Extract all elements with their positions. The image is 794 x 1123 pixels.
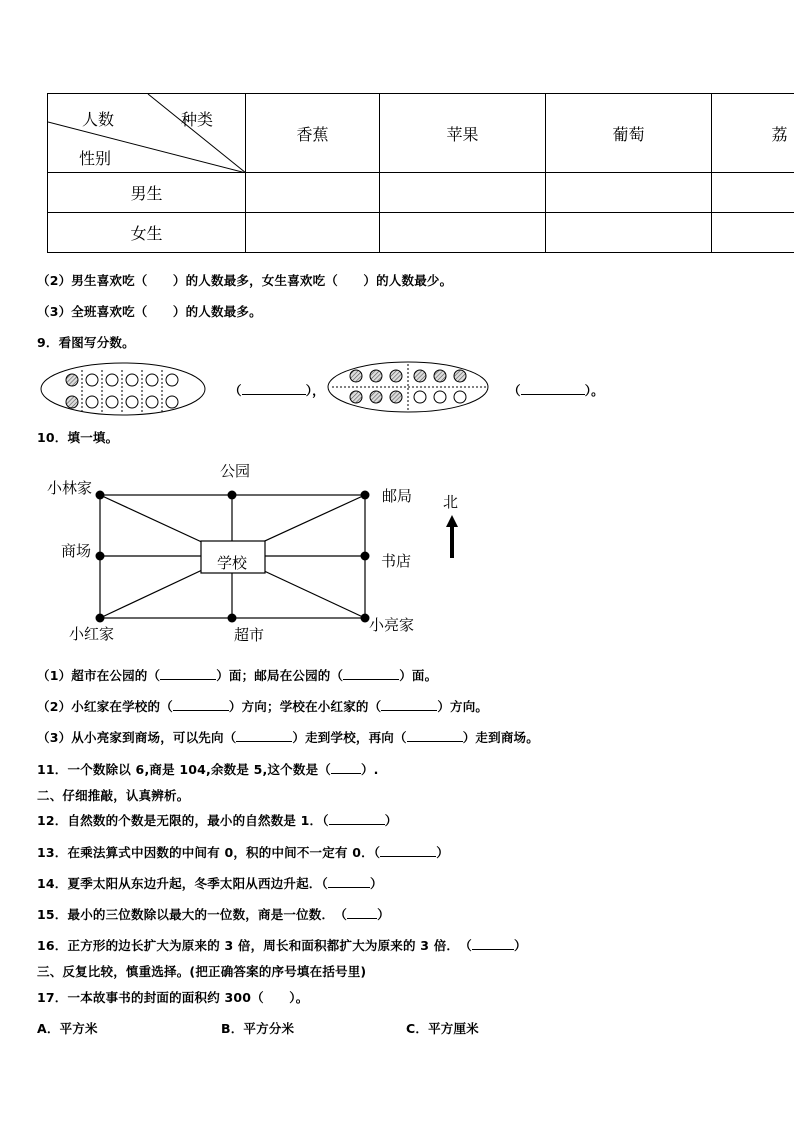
q10-part1-text-c: ）面。 [399, 668, 438, 683]
table-cell[interactable] [546, 213, 712, 253]
q14-close: ） [369, 876, 383, 891]
q12 [37, 811, 397, 829]
q16-close: ） [514, 938, 527, 953]
north-label: 北 [443, 493, 459, 511]
column-header-banana: 香蕉 [246, 94, 380, 173]
q11 [37, 760, 379, 778]
q10-part2-blank-2[interactable] [381, 698, 437, 711]
q10-part3-text-c: ）走到商场。 [462, 730, 539, 745]
header-gender-label: 性别 [79, 149, 112, 168]
q15-text: 15．最小的三位数除以最大的一位数，商是一位数． （ [37, 907, 348, 922]
q10-part2-text-a: （2）小红家在学校的（ [37, 699, 173, 714]
column-header-apple: 苹果 [380, 94, 546, 173]
q10-part1-blank-2[interactable] [343, 667, 399, 680]
q9-answer-2-open: （ [508, 383, 521, 398]
column-header-grape: 葡萄 [546, 94, 712, 173]
table-cell[interactable] [246, 213, 380, 253]
section-2-heading: 二、仔细推敲，认真辨析。 [37, 788, 190, 803]
q11-text: 11．一个数除以 6,商是 104,余数是 5,这个数是（ [37, 762, 331, 777]
q10-part2-text-b: ）方向；学校在小红家的（ [228, 699, 382, 714]
q17-option-b[interactable]: B．平方分米 [221, 1021, 295, 1036]
header-type-label: 种类 [181, 110, 214, 129]
q10-part2-text-c: ）方向。 [437, 699, 489, 714]
table-cell[interactable] [380, 173, 546, 213]
q10-part3 [37, 728, 539, 746]
q10-part1-text-a: （1）超市在公园的（ [37, 668, 161, 683]
table-cell[interactable] [712, 213, 794, 253]
map-xiaoliang-home: 小亮家 [369, 616, 415, 634]
q14-blank[interactable] [328, 875, 370, 888]
q17-stem: 17．一本故事书的封面的面积约 300（ ）。 [37, 990, 309, 1005]
q8-part3: （3）全班喜欢吃（ ）的人数最多。 [37, 304, 262, 319]
table-cell[interactable] [246, 173, 380, 213]
q10-part3-text-a: （3）从小亮家到商场，可以先向（ [37, 730, 237, 745]
map-bookstore: 书店 [381, 552, 412, 570]
diagonal-lines [48, 94, 246, 173]
q10-title: 10．填一填。 [37, 430, 119, 445]
q11-blank[interactable] [331, 761, 361, 774]
q9-answer-1-open: （ [229, 383, 242, 398]
header-count-label: 人数 [82, 110, 115, 129]
q9-blank-1[interactable] [242, 382, 306, 395]
q9-answer-1-close: ）， [305, 383, 325, 398]
q10-part2 [37, 697, 488, 715]
table-diagonal-header [48, 94, 246, 173]
survey-table-wrapper [0, 0, 794, 260]
map-post-office: 邮局 [382, 487, 413, 505]
map-park: 公园 [220, 462, 251, 480]
q15-close: ） [377, 907, 390, 922]
q13-close: ） [436, 845, 449, 860]
q16 [37, 936, 527, 954]
q10-part2-blank-1[interactable] [173, 698, 229, 711]
fraction-figure-1 [38, 360, 218, 420]
column-header-lychee: 荔 [712, 94, 794, 173]
map-supermarket: 超市 [234, 626, 265, 644]
q12-blank[interactable] [329, 812, 385, 825]
q10-part3-blank-2[interactable] [407, 729, 463, 742]
q17-option-c[interactable]: C．平方厘米 [406, 1021, 479, 1036]
q12-close: ） [384, 813, 398, 828]
q10-part3-text-b: ）走到学校，再向（ [292, 730, 407, 745]
q9-title: 9．看图写分数。 [37, 335, 135, 350]
q10-part1 [37, 666, 437, 684]
survey-table [47, 93, 794, 253]
q13-text: 13．在乘法算式中因数的中间有 0，积的中间不一定有 0．（ [37, 845, 381, 860]
q9-answer-2-close: ）。 [584, 383, 604, 398]
q17-option-a[interactable]: A．平方米 [37, 1021, 98, 1036]
q15-blank[interactable] [347, 906, 377, 919]
q8-part2: （2）男生喜欢吃（ ）的人数最多，女生喜欢吃（ ）的人数最少。 [37, 273, 453, 288]
q10-part1-text-b: ）面；邮局在公园的（ [216, 668, 344, 683]
q13-blank[interactable] [380, 844, 436, 857]
q14-text: 14．夏季太阳从东边升起，冬季太阳从西边升起．（ [37, 876, 328, 891]
q16-blank[interactable] [472, 937, 514, 950]
q10-part1-blank-1[interactable] [160, 667, 216, 680]
map-mall: 商场 [61, 542, 92, 560]
q12-text: 12．自然数的个数是无限的，最小的自然数是 1．（ [37, 813, 329, 828]
q16-text: 16．正方形的边长扩大为原来的 3 倍，周长和面积都扩大为原来的 3 倍． （ [37, 938, 472, 953]
q11-close: ）. [360, 762, 379, 777]
q9-answer-2 [508, 381, 604, 399]
north-arrow-icon [445, 515, 459, 559]
row-header-boys: 男生 [48, 173, 246, 213]
table-cell[interactable] [712, 173, 794, 213]
q15 [37, 905, 390, 923]
row-header-girls: 女生 [48, 213, 246, 253]
table-cell[interactable] [380, 213, 546, 253]
q10-part3-blank-1[interactable] [236, 729, 292, 742]
q13 [37, 843, 449, 861]
table-cell[interactable] [546, 173, 712, 213]
section-3-heading: 三、反复比较，慎重选择。(把正确答案的序号填在括号里) [37, 964, 367, 979]
q14 [37, 874, 383, 892]
map-xiaohong-home: 小红家 [69, 625, 115, 643]
map-school: 学校 [217, 554, 248, 572]
fraction-figure-2 [326, 360, 496, 415]
map-xiaolin-home: 小林家 [47, 479, 93, 497]
q9-blank-2[interactable] [521, 382, 585, 395]
q9-answer-1 [229, 381, 325, 399]
